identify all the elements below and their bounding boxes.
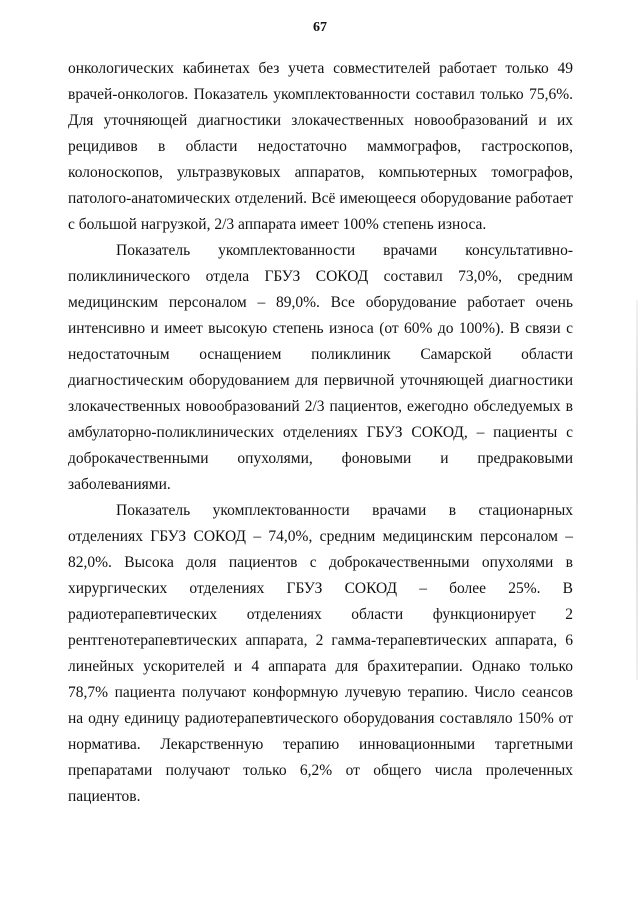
scan-edge-shadow — [636, 300, 638, 680]
page-number: 67 — [313, 20, 327, 35]
body-text — [68, 56, 573, 810]
paragraph-continuation: онкологических кабинетах без учета совместителей работает только 49 врачей-онкологов. Показатель укомплектованности составил только 75,6%. Для уточняющей диагностики злокачественных новообразований и их рецидивов в области недостаточно маммографов, гастроскопов, колоноскопов, ультразвуковых аппаратов, компьютерных томографов, патолого-анатомических отделений. Всё имеющееся оборудование работает с большой нагрузкой, 2/3 аппарата имеет 100% степень износа. — [68, 60, 573, 233]
paragraph-inpatient-departments: Показатель укомплектованности врачами в стационарных отделениях ГБУЗ СОКОД – 74,0%, средним медицинским персоналом – 82,0%. Высока доля пациентов с доброкачественными опухолями в хирургических отделениях ГБУЗ СОКОД – более 25%. В радиотерапевтических отделениях области функционирует 2 рентгенотерапевтических аппарата, 2 гамма-терапевтических аппарата, 6 линейных ускорителей и 4 аппарата для брахитерапии. Однако только 78,7% пациента получают конформную лучевую терапию. Число сеансов на одну единицу радиотерапевтического оборудования составляло 150% от норматива. Лекарственную терапию инновационными таргетными препаратами получают только 6,2% от общего числа пролеченных пациентов. — [68, 502, 573, 805]
paragraph-consultative-department: Показатель укомплектованности врачами консультативно-поликлинического отдела ГБУЗ СОКОД составил 73,0%, средним медицинским персоналом – 89,0%. Все оборудование работает очень интенсивно и имеет высокую степень износа (от 60% до 100%). В связи с недостаточным оснащением поликлиник Самарской области диагностическим оборудованием для первичной уточняющей диагностики злокачественных новообразований 2/3 пациентов, ежегодно обследуемых в амбулаторно-поликлинических отделениях ГБУЗ СОКОД, – пациенты с доброкачественными опухолями, фоновыми и предраковыми заболеваниями. — [68, 242, 573, 493]
